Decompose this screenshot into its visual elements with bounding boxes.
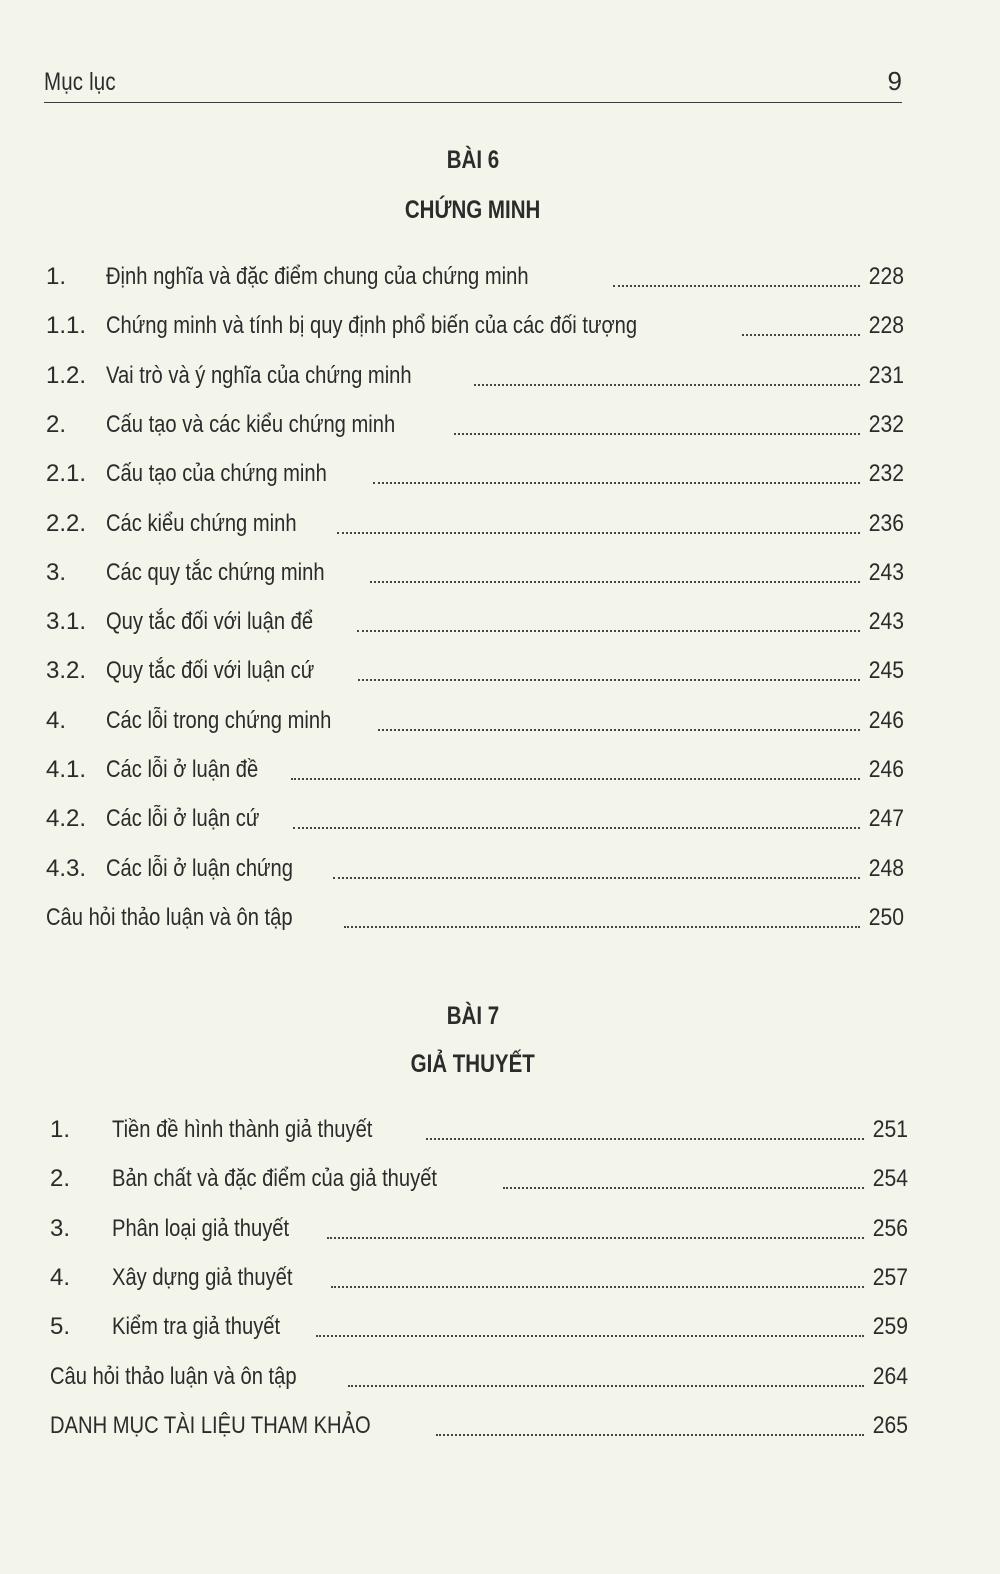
lesson6-label: BÀI 6 [446,146,500,174]
toc-page: 247 [868,805,904,833]
toc-page: 248 [868,854,904,882]
toc-title: Quy tắc đối với luận để [106,608,314,636]
toc-title: Các lỗi ở luận đề [106,756,259,783]
dot-leader [331,1285,864,1288]
toc-title: Các lỗi ở luận chứng [106,854,293,882]
dot-leader [474,383,860,386]
toc-page: 259 [872,1313,908,1341]
toc-page: 231 [868,361,904,389]
toc-row[interactable] [50,1311,908,1343]
toc-row[interactable] [46,606,904,638]
dot-leader [333,876,860,879]
toc-page: 264 [872,1362,908,1390]
dot-leader [742,333,860,336]
toc-title: Các kiểu chứng minh [106,509,297,537]
toc-row[interactable] [50,1262,908,1294]
dot-leader [293,826,860,829]
toc-page: 228 [868,263,904,290]
dot-leader [378,728,860,731]
toc-title: Xây dựng giả thuyết [112,1263,293,1291]
toc-number: 3.1. [46,608,87,636]
toc-number: 2.2. [46,509,87,537]
toc-number: 4.2. [46,805,87,833]
toc-number: 3. [50,1214,71,1242]
toc-row[interactable] [46,853,904,885]
toc-page: 243 [868,558,904,586]
toc-row[interactable] [46,458,904,490]
toc-number: 1.2. [46,361,87,389]
toc-row[interactable] [50,1114,908,1146]
toc-title: Chứng minh và tính bị quy định phổ biến của các đối tượng [106,312,638,340]
toc-row[interactable] [46,360,904,392]
dot-leader [291,777,860,780]
toc-row[interactable] [46,310,904,342]
lesson7-label: BÀI 7 [446,1002,500,1030]
toc-number: 4.3. [46,854,87,882]
toc-number: 3.2. [46,657,87,685]
toc-title: Các lỗi ở luận cứ [106,805,260,833]
toc-title: DANH MỤC TÀI LIỆU THAM KHẢO [50,1412,371,1439]
toc-row-review[interactable] [46,902,904,934]
dot-leader [370,580,860,583]
dot-leader [613,284,860,287]
toc-title: Các lỗi trong chứng minh [106,706,332,734]
toc-page: 232 [868,460,904,488]
dot-leader [373,481,860,484]
toc-title: Quy tắc đối với luận cứ [106,657,315,685]
toc-page: 250 [868,903,904,931]
toc-row[interactable] [46,409,904,441]
toc-row-references[interactable] [50,1410,908,1442]
toc-number: 5. [50,1313,71,1341]
toc-page: 257 [872,1263,908,1291]
toc-page: 246 [868,706,904,734]
dot-leader [454,432,860,435]
toc-number: 1. [46,263,67,290]
lesson7-title: GIẢ THUYẾT [410,1050,536,1078]
toc-title: Tiền đề hình thành giả thuyết [112,1116,373,1143]
toc-page: 265 [872,1412,908,1439]
toc-number: 4. [50,1263,71,1291]
toc-row[interactable] [46,754,904,786]
toc-row[interactable] [46,508,904,540]
toc-title: Câu hỏi thảo luận và ôn tập [50,1362,297,1390]
dot-leader [344,925,860,928]
toc-row[interactable] [46,705,904,737]
toc-page: 232 [868,410,904,438]
toc-number: 1. [50,1116,71,1143]
toc-page: 236 [868,509,904,537]
toc-page: 251 [872,1116,908,1143]
toc-number: 4.1. [46,756,87,783]
toc-page: 254 [872,1165,908,1193]
running-head [44,64,902,103]
toc-row[interactable] [46,557,904,589]
toc-title: Cấu tạo và các kiểu chứng minh [106,410,396,438]
toc-number: 2. [46,410,67,438]
toc-number: 3. [46,558,67,586]
toc-row-review[interactable] [50,1361,908,1393]
toc-number: 1.1. [46,312,87,340]
toc-title: Định nghĩa và đặc điểm chung của chứng minh [106,263,529,290]
toc-row[interactable] [50,1213,908,1245]
running-title: Mục lục [44,68,116,96]
toc-number: 2. [50,1165,71,1193]
toc-row[interactable] [46,655,904,687]
dot-leader [316,1334,864,1337]
toc-number: 2.1. [46,460,87,488]
toc-title: Bản chất và đặc điểm của giả thuyết [112,1165,438,1193]
dot-leader [337,531,860,534]
toc-title: Câu hỏi thảo luận và ôn tập [46,903,293,931]
dot-leader [327,1236,864,1239]
page-number: 9 [887,66,902,96]
toc-row[interactable] [50,1163,908,1195]
toc-row[interactable] [46,261,904,293]
dot-leader [426,1137,864,1140]
toc-page: 246 [868,756,904,783]
dot-leader [358,678,860,681]
toc-title: Phân loại giả thuyết [112,1214,290,1242]
dot-leader [348,1384,864,1387]
dot-leader [436,1433,864,1436]
toc-row[interactable] [46,803,904,835]
lesson6-title: CHỨNG MINH [405,196,541,224]
dot-leader [503,1186,864,1189]
toc-number: 4. [46,706,67,734]
toc-page: 256 [872,1214,908,1242]
toc-title: Các quy tắc chứng minh [106,558,325,586]
toc-page: 245 [868,657,904,685]
toc-page: 228 [868,312,904,340]
dot-leader [357,629,860,632]
toc-title: Kiểm tra giả thuyết [112,1313,281,1341]
toc-title: Vai trò và ý nghĩa của chứng minh [106,361,412,389]
toc-title: Cấu tạo của chứng minh [106,460,327,488]
toc-page: 243 [868,608,904,636]
